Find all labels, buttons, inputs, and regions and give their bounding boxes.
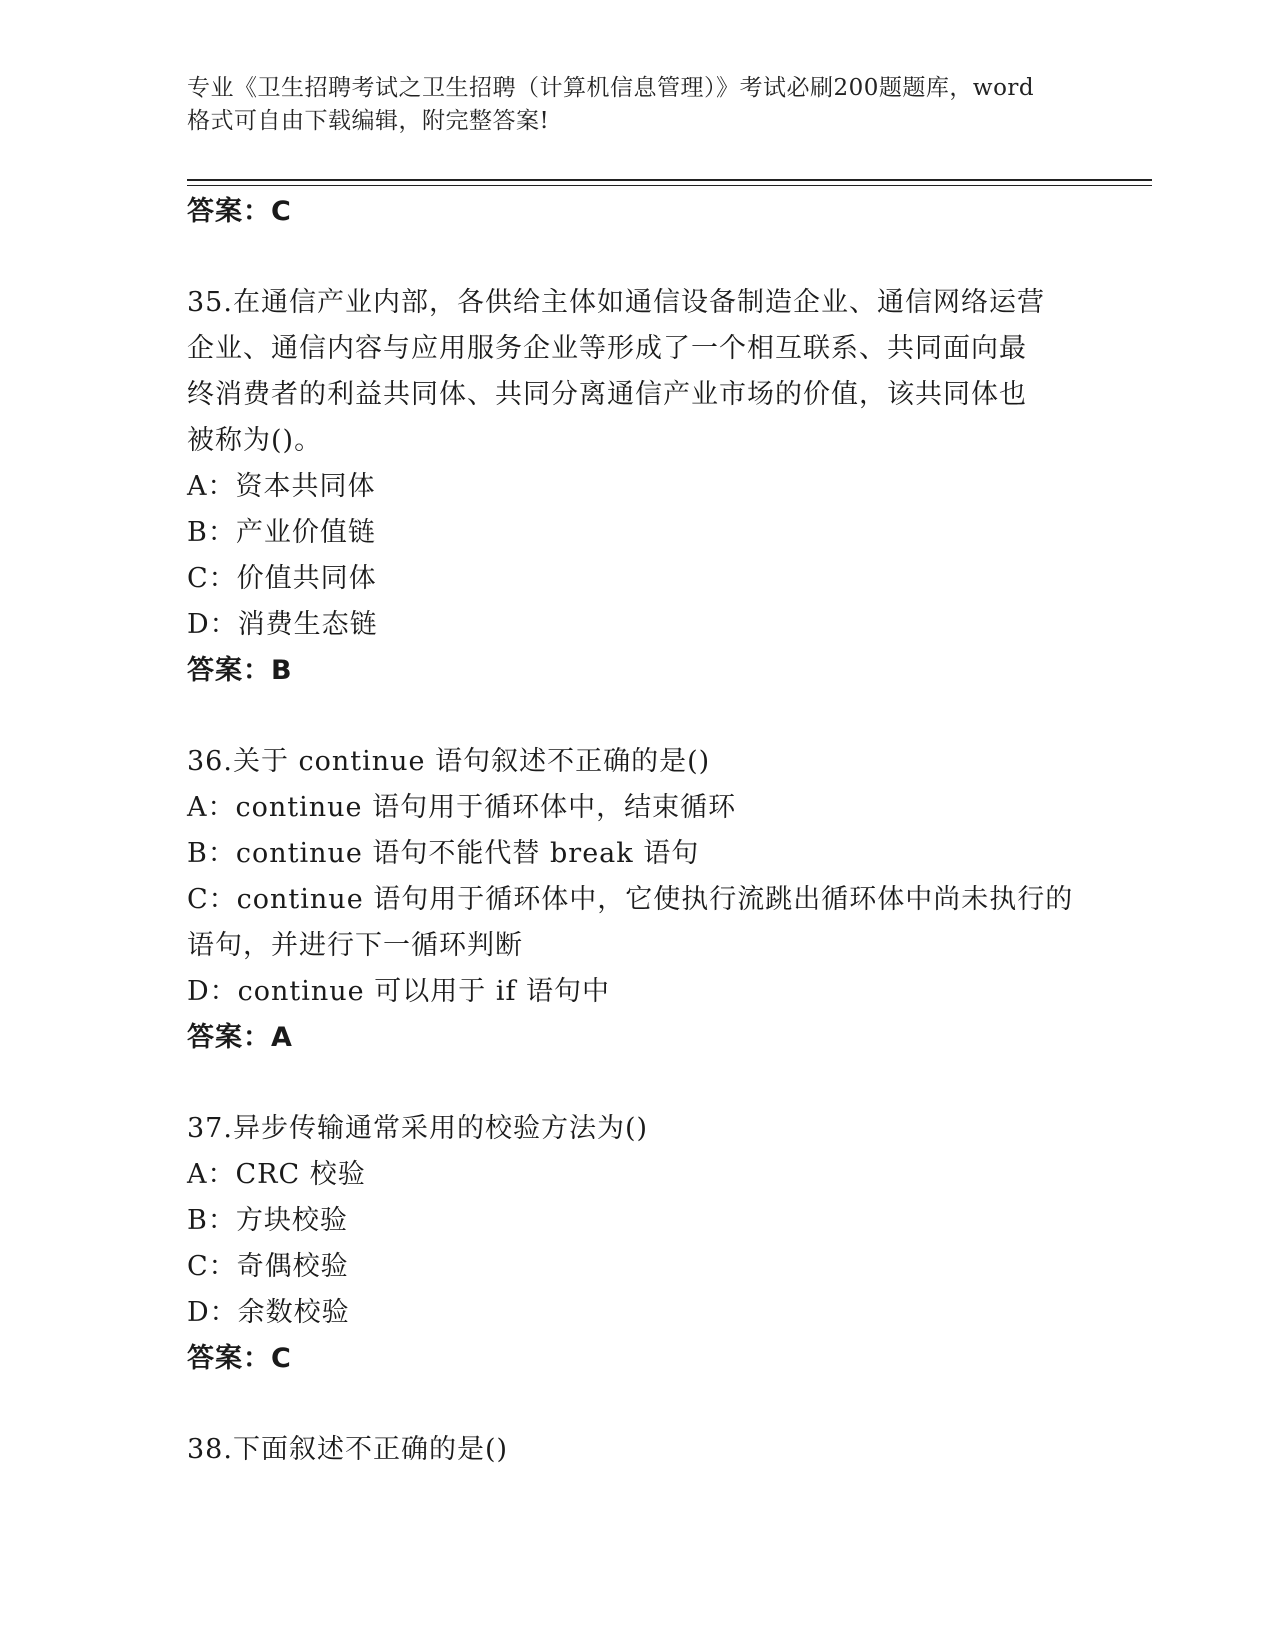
option-c: C：价值共同体	[187, 563, 377, 594]
document-header	[187, 72, 1087, 138]
spacer	[187, 235, 1087, 280]
spacer	[187, 694, 1087, 739]
question-block	[187, 280, 1087, 694]
header-rule-thick	[187, 179, 1152, 181]
question-stem-line: 37.异步传输通常采用的校验方法为()	[187, 1113, 649, 1144]
option-d: D：余数校验	[187, 1297, 350, 1328]
question-stem-line: 被称为()。	[187, 425, 323, 456]
question-block	[187, 1106, 1087, 1382]
option-c-continued: 语句，并进行下一循环判断	[187, 930, 523, 961]
question-block	[187, 1427, 1087, 1473]
spacer	[187, 1382, 1087, 1427]
option-b: B：方块校验	[187, 1205, 348, 1236]
answer-line: 答案：C	[187, 1343, 292, 1374]
answer-line: 答案：B	[187, 655, 293, 686]
option-a: A：资本共同体	[187, 471, 376, 502]
option-c: C：奇偶校验	[187, 1251, 349, 1282]
option-d: D：continue 可以用于 if 语句中	[187, 976, 611, 1007]
question-stem-line: 企业、通信内容与应用服务企业等形成了一个相互联系、共同面向最	[187, 333, 1027, 364]
option-a: A：continue 语句用于循环体中，结束循环	[187, 792, 737, 823]
option-b: B：continue 语句不能代替 break 语句	[187, 838, 700, 869]
question-stem-line: 38.下面叙述不正确的是()	[187, 1434, 509, 1465]
header-line-2: 格式可自由下载编辑，附完整答案!	[187, 108, 550, 134]
question-stem-line: 35.在通信产业内部，各供给主体如通信设备制造企业、通信网络运营	[187, 287, 1045, 318]
option-b: B：产业价值链	[187, 517, 376, 548]
answer-line: 答案：A	[187, 1022, 293, 1053]
question-stem-line: 36.关于 continue 语句叙述不正确的是()	[187, 746, 711, 777]
question-stem-line: 终消费者的利益共同体、共同分离通信产业市场的价值，该共同体也	[187, 379, 1027, 410]
header-line-1: 专业《卫生招聘考试之卫生招聘（计算机信息管理）》考试必刷200题题库，word	[187, 75, 1035, 101]
spacer	[187, 1061, 1087, 1106]
option-a: A：CRC 校验	[187, 1159, 366, 1190]
previous-answer: 答案：C	[187, 196, 292, 227]
question-block	[187, 739, 1087, 1061]
document-body	[187, 185, 1087, 1473]
option-c: C：continue 语句用于循环体中，它使执行流跳出循环体中尚未执行的	[187, 884, 1074, 915]
option-d: D：消费生态链	[187, 609, 378, 640]
